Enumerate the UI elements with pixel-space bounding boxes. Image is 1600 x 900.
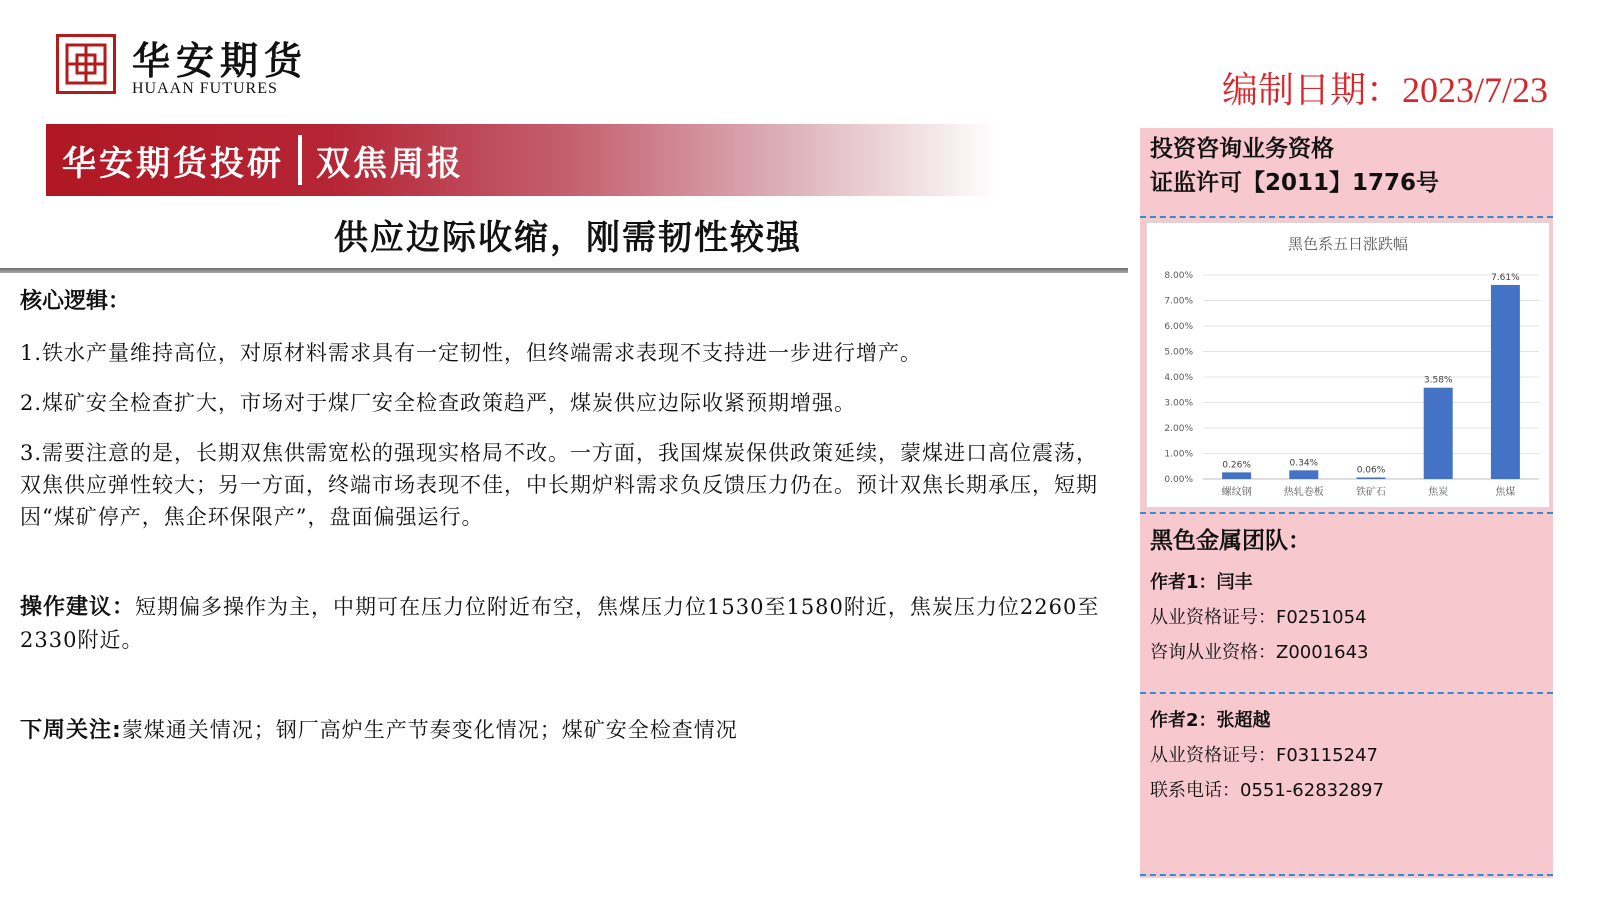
sidebar	[1140, 128, 1553, 878]
chart-category-label: 焦炭	[1428, 487, 1449, 498]
logo-chinese-name: 华安期货	[132, 38, 309, 83]
chart-category-label: 热轧卷板	[1283, 487, 1324, 498]
next-week-focus-label: 下周关注:	[20, 718, 122, 743]
chart-y-tick-label: 1.00%	[1164, 449, 1193, 460]
qualification-line-2: 证监许可【2011】1776号	[1150, 170, 1440, 196]
chart-y-tick-label: 0.00%	[1164, 475, 1193, 485]
divider-middle	[1140, 512, 1553, 514]
huaan-seal-logo-icon	[56, 34, 116, 94]
chart-y-tick-label: 3.00%	[1164, 398, 1193, 409]
chart-category-label: 焦煤	[1495, 487, 1516, 498]
divider-authors	[1140, 692, 1553, 694]
next-week-focus	[20, 714, 1115, 747]
team-title: 黑色金属团队：	[1150, 528, 1311, 554]
report-headline: 供应边际收缩，刚需韧性较强	[334, 218, 802, 258]
company-logo	[56, 30, 316, 100]
five-day-change-chart	[1147, 223, 1549, 507]
chart-data-label: 0.26%	[1222, 460, 1251, 471]
chart-bar	[1222, 472, 1251, 479]
chart-bar	[1289, 470, 1318, 479]
chart-y-tick-label: 5.00%	[1164, 347, 1193, 358]
core-logic-title: 核心逻辑：	[20, 289, 131, 314]
chart-bar	[1424, 388, 1453, 479]
qualification-line-1: 投资咨询业务资格	[1150, 136, 1334, 162]
author-2-cert: 从业资格证号：F03115247	[1150, 745, 1378, 766]
chart-title: 黑色系五日涨跌幅	[1287, 235, 1409, 253]
author-2-name: 作者2：张超越	[1150, 710, 1271, 731]
operation-advice-label: 操作建议：	[20, 595, 136, 620]
author-2-phone: 联系电话：0551-62832897	[1150, 780, 1384, 801]
chart-data-label: 3.58%	[1423, 375, 1453, 386]
chart-y-tick-label: 6.00%	[1164, 322, 1193, 332]
banner-org: 华安期货投研	[62, 143, 284, 184]
chart-y-tick-label: 4.00%	[1164, 373, 1193, 383]
core-point-3: 3.需要注意的是，长期双焦供需宽松的强现实格局不改。一方面，我国煤炭保供政策延续，蒙煤进口高位震荡，双焦供应弹性较大；另一方面，终端市场表现不佳，中长期炉料需求负反馈压力仍在。预计双焦长期承压，短期因“煤矿停产，焦企环保限产”，盘面偏强运行。	[20, 441, 1099, 529]
chart-data-label: 7.61%	[1491, 272, 1520, 283]
core-point-1: 1.铁水产量维持高位，对原材料需求具有一定韧性，但终端需求表现不支持进一步进行增产。	[20, 341, 923, 365]
divider-top	[1140, 216, 1553, 218]
operation-advice-text: 短期偏多操作为主，中期可在压力位附近布空，焦煤压力位1530至1580附近，焦炭压力位2260至2330附近。	[20, 595, 1100, 652]
core-point-2: 2.煤矿安全检查扩大，市场对于煤厂安全检查政策趋严，煤炭供应边际收紧预期增强。	[20, 391, 857, 415]
report-date: 编制日期：2023/7/23	[1221, 70, 1548, 110]
chart-category-label: 铁矿石	[1356, 487, 1386, 498]
chart-data-label: 0.06%	[1356, 465, 1386, 476]
author-1-name: 作者1：闫丰	[1150, 572, 1253, 593]
chart-container	[1146, 222, 1550, 508]
banner-divider	[298, 135, 302, 185]
chart-y-tick-label: 7.00%	[1164, 296, 1193, 307]
chart-y-tick-label: 8.00%	[1164, 271, 1193, 281]
chart-data-label: 0.34%	[1289, 458, 1319, 469]
banner-report-type: 双焦周报	[316, 143, 464, 184]
next-week-focus-text: 蒙煤通关情况；钢厂高炉生产节奏变化情况；煤矿安全检查情况	[121, 718, 738, 742]
author-1-consult: 咨询从业资格：Z0001643	[1150, 642, 1369, 663]
headline-rule	[0, 268, 1128, 273]
report-banner	[46, 124, 1000, 196]
author-1-cert: 从业资格证号：F0251054	[1150, 607, 1367, 628]
chart-category-label: 螺纹钢	[1221, 487, 1252, 498]
chart-bar	[1357, 477, 1386, 479]
chart-bar	[1491, 285, 1520, 479]
operation-advice	[20, 591, 1115, 656]
logo-english-name: HUAAN FUTURES	[132, 80, 278, 97]
main-content	[20, 284, 1115, 765]
chart-y-tick-label: 2.00%	[1164, 424, 1193, 434]
divider-bottom	[1140, 874, 1553, 876]
qualification-block	[1150, 132, 1439, 200]
